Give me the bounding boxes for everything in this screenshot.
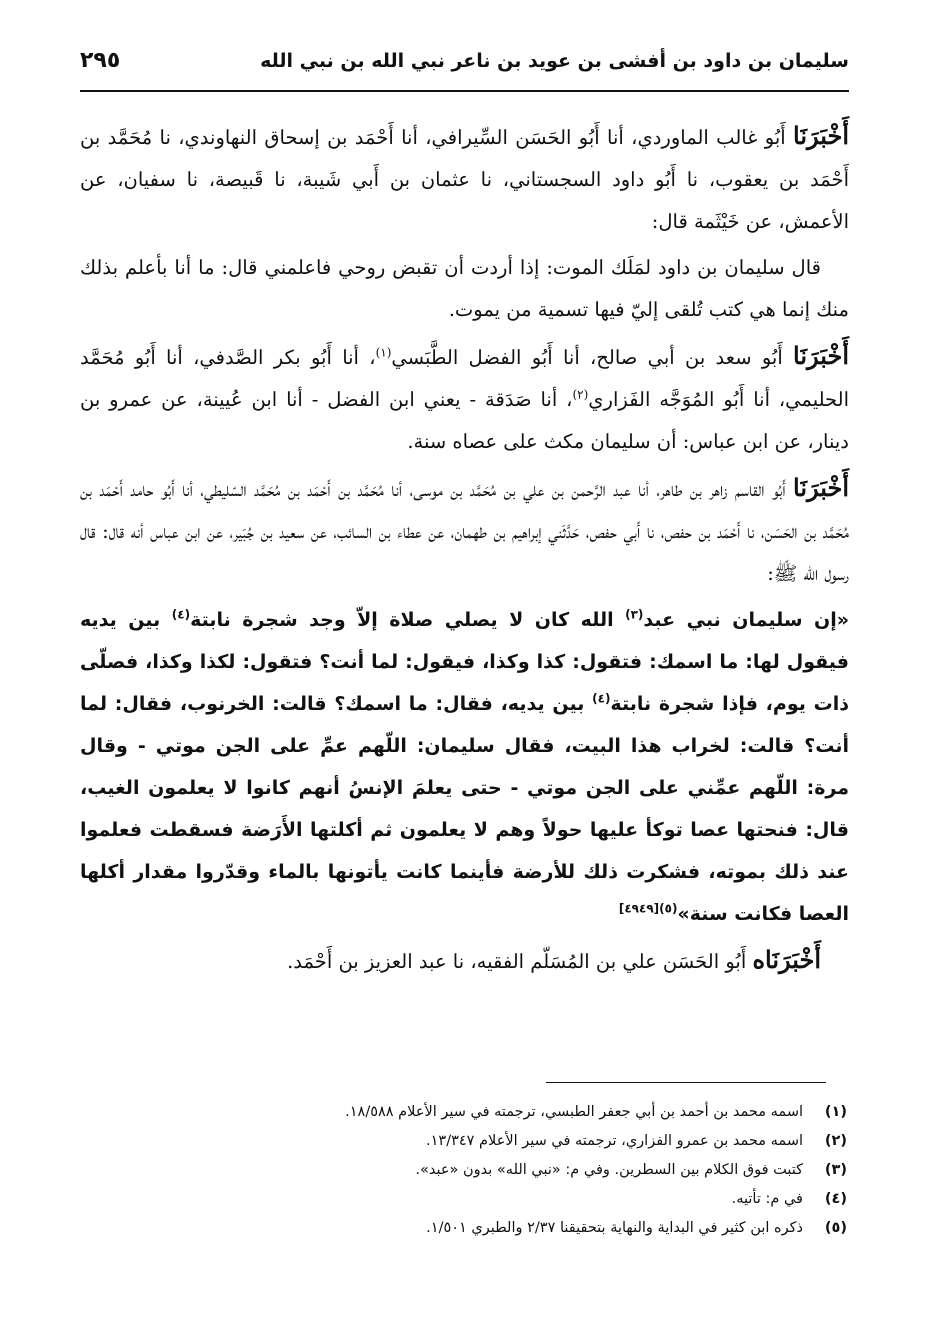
footnote-number: (٤) xyxy=(824,1191,847,1207)
isnad-paragraph-4 xyxy=(80,939,849,983)
footnote-ref[interactable]: (٣) xyxy=(625,607,644,622)
running-title: سليمان بن داود بن أفشى بن عويد بن ناعر نبي الله بن نبي الله xyxy=(260,50,849,72)
footnote-number: (٣) xyxy=(824,1162,847,1178)
paragraph-text: ، أنا أَبُو بكر الصَّدفي، أنا أَبُو مُحَمَّد الحليمي، أنا أَبُو المُوَجَّه الفَزاري xyxy=(80,346,849,411)
akhbarana-lead: أَخْبَرَنَا xyxy=(793,341,850,370)
page-number: ٢٩٥ xyxy=(80,48,121,73)
akhbarana-lead: أَخْبَرَنَا xyxy=(793,121,849,150)
footnote-item xyxy=(167,1156,847,1185)
footnote-item xyxy=(167,1098,847,1127)
hadith-segment: بين يديه، فقال: ما اسمك؟ قالت: الخرنوب، فقال: لما أنت؟ قالت: لخراب هذا البيت، فقال سليمان: اللّهم عمِّ على الجن موتي - وقال مرة: اللّهم عمِّني على الجن موتي - حتى يعلمَ الإنسُ أنهم كانوا لا يعلمون الغيب، قال: فنحتها عصا توكأ عليها حولاً وهم لا يعلمون ثم أكلتها الأَرَضة فسقطت فعلموا عند ذلك بموته، فشكرت ذلك للأرضة فأينما كانت يأتونها بالماء وقدّروا مقدار أكلها العصا فكانت سنة» xyxy=(80,693,849,925)
footnote-item xyxy=(167,1214,847,1243)
akhbarana-lead: أَخْبَرَنَاه xyxy=(752,945,821,974)
paragraph-text: أَبُو القاسم زاهر بن طاهر، أنا عبد الرَّحمن بن علي بن مُحَمَّد بن موسى، أنا مُحَمَّد بن أَحْمَد بن مُحَمَّد السّليطي، أنا أَبُو حامد أَحْمَد بن مُحَمَّد بن الحَسَن، نا أَحْمَد بن حفص، نا أَبي حفص، حَدَّثَني إبراهيم بن طهمان، عن عطاء بن السائب، عن سعيد بن جُبَير، عن ابن عباس أنه قال: قال رسول الله ﷺ: xyxy=(80,478,849,585)
hadith-segment: الله كان لا يصلي صلاة إلاّ وجد شجرة نابتة xyxy=(190,609,626,631)
hadith-number: [٤٩٤٩] xyxy=(618,901,660,916)
footnote-ref[interactable]: (٥) xyxy=(659,901,678,916)
isnad-paragraph-3 xyxy=(80,467,849,595)
paragraph-text: أَبُو غالب الماوردي، أنا أَبُو الحَسَن السِّيرافي، أنا أَحْمَد بن إسحاق النهاوندي، نا مُحَمَّد بن أَحْمَد بن يعقوب، نا أَبُو داود السجستاني، نا عثمان بن أَبي شَيبة، نا قَبيصة، نا سفيان، عن الأعمش، عن خَيْثَمة قال: xyxy=(80,126,849,233)
footnote-item xyxy=(167,1185,847,1214)
footnote-text: كتبت فوق الكلام بين السطرين. وفي م: «نبي الله» بدون «عبد». xyxy=(415,1162,803,1178)
footnote-text: ذكره ابن كثير في البداية والنهاية بتحقيقنا ٢/٣٧ والطبري ١/٥٠١. xyxy=(426,1220,803,1236)
footnote-text: اسمه محمد بن عمرو الفزاري، ترجمته في سير الأعلام ١٣/٣٤٧. xyxy=(426,1133,803,1149)
hadith-segment: بين يديه فيقول لها: ما اسمك: فتقول: كذا وكذا، فيقول: لما أنت؟ فتقول: لكذا وكذا، فصلّى ذات يوم، فإذا شجرة نابتة xyxy=(80,609,850,715)
isnad-paragraph-1 xyxy=(80,115,849,243)
paragraph-text: قال سليمان بن داود لمَلَك الموت: إذا أردت أن تقبض روحي فاعلمني قال: ما أنا بأعلم بذلك منك إنما هي كتب تُلقى إليّ فيها تسمية من يموت. xyxy=(80,256,849,321)
footnote-number: (٢) xyxy=(824,1133,847,1149)
footnote-ref[interactable]: (٤) xyxy=(592,691,611,706)
isnad-paragraph-2 xyxy=(80,335,849,463)
narration-paragraph xyxy=(80,247,849,331)
footnote-ref[interactable]: (١) xyxy=(375,345,392,360)
footnote-number: (٥) xyxy=(824,1220,847,1236)
akhbarana-lead: أَخْبَرَنَا xyxy=(793,473,849,502)
footnote-ref[interactable]: (٢) xyxy=(572,387,589,402)
footnote-item xyxy=(167,1127,847,1156)
footnote-separator xyxy=(546,1082,826,1083)
main-text xyxy=(80,115,849,987)
hadith-segment: «إن سليمان نبي عبد xyxy=(643,609,850,631)
paragraph-text: ، أنا صَدَقة - يعني ابن الفضل - أنا ابن عُيينة، عن عمرو بن دينار، عن ابن عباس: أن سليمان مكث على عصاه سنة. xyxy=(80,388,849,453)
footnotes xyxy=(167,1098,847,1243)
footnote-text: اسمه محمد بن أحمد بن أبي جعفر الطبسي، ترجمته في سير الأعلام ١٨/٥٨٨. xyxy=(345,1104,803,1120)
paragraph-text: أَبُو الحَسَن علي بن المُسَلّم الفقيه، نا عبد العزيز بن أَحْمَد. xyxy=(287,950,753,973)
paragraph-text: أَبُو سعد بن أبي صالح، أنا أَبُو الفضل الطَّبَسي xyxy=(391,346,794,369)
footnote-number: (١) xyxy=(824,1104,847,1120)
footnote-ref[interactable]: (٤) xyxy=(171,607,191,622)
page-header xyxy=(80,44,849,92)
hadith-text xyxy=(80,599,849,935)
footnote-text: في م: تأتيه. xyxy=(731,1191,803,1207)
